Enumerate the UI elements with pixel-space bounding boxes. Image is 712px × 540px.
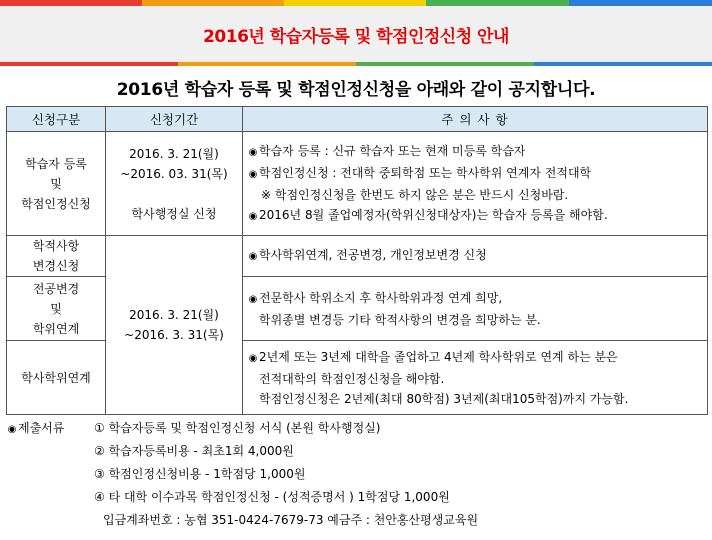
category-cell	[7, 277, 106, 341]
period-line: 2016. 3. 21(월)	[129, 146, 219, 161]
submission-documents	[6, 417, 707, 532]
note-line: 전적대학의 학점인정신청을 해야함.	[259, 371, 445, 386]
note-text: 학습자 등록 : 신규 학습자 또는 현재 미등록 학습자	[259, 143, 526, 158]
page-title: 2016년 학습자등록 및 학점인정신청 안내	[203, 26, 509, 47]
shared-period-cell	[106, 236, 243, 415]
category-line: 학위연계	[32, 321, 80, 336]
category-cell	[7, 236, 106, 277]
bullet-icon: ◉	[248, 352, 258, 364]
bank-account-info: 입금계좌번호 : 농협 351-0424-7679-73 예금주 : 천안홍산평생교육원	[103, 513, 479, 527]
note-line: ※ 학점인정신청을 한번도 하지 않은 분은 반드시 신청바람.	[261, 187, 569, 202]
category-line: 변경신청	[32, 259, 80, 273]
note-line	[247, 347, 707, 369]
bottom-bar-blue	[534, 62, 712, 66]
note-text: 학사학위연계, 전공변경, 개인정보변경 신청	[259, 248, 487, 262]
footer-label-text: 제출서류	[18, 421, 65, 435]
bottom-bar-red	[0, 62, 178, 66]
note-line	[247, 163, 707, 185]
category-line: 및	[50, 301, 62, 316]
note-line	[247, 245, 707, 267]
note-line: 학점인정신청은 2년제(최대 80학점) 3년제(최대105학점)까지 가능함.	[259, 391, 629, 406]
document-item: ④ 타 대학 이수과목 학점인정신청 - (성적증명서 ) 1학점당 1,000원	[94, 490, 450, 504]
period-line: 학사행정실 신청	[131, 206, 217, 221]
period-line: ~2016. 03. 31(목)	[120, 166, 228, 181]
period-line: ~2016. 3. 31(목)	[124, 328, 224, 342]
note-text: 2016년 8월 졸업예정자(학위신청대상자)는 학습자 등록을 해야함.	[259, 207, 608, 222]
header-notes: 주 의 사 항	[243, 107, 708, 132]
table-header-row	[7, 107, 708, 132]
headline: 2016년 학습자 등록 및 학점인정신청을 아래와 같이 공지합니다.	[116, 79, 596, 100]
category-line: 및	[50, 176, 62, 191]
category-line: 학점인정신청	[21, 196, 91, 211]
category-cell	[7, 341, 106, 415]
category-cell	[7, 132, 106, 236]
table-row	[7, 132, 708, 236]
period-cell	[106, 132, 243, 236]
category-line: 학사학위연계	[21, 370, 91, 385]
note-text: 2년제 또는 3년제 대학을 졸업하고 4년제 학사학위로 연계 하는 분은	[259, 349, 618, 364]
bullet-icon: ◉	[248, 210, 258, 222]
footer-row	[6, 417, 707, 440]
note-line	[247, 288, 707, 310]
category-line: 전공변경	[32, 281, 80, 296]
notes-cell	[243, 341, 708, 415]
document-item: ③ 학점인정신청비용 - 1학점당 1,000원	[94, 467, 306, 481]
notice-table	[6, 106, 708, 415]
notes-cell	[243, 132, 708, 236]
notes-cell	[243, 236, 708, 277]
table-row	[7, 236, 708, 277]
header-period: 신청기간	[106, 107, 243, 132]
bullet-icon: ◉	[248, 146, 258, 158]
bottom-color-bar	[0, 62, 712, 66]
document-item: ① 학습자등록 및 학점인정신청 서식 (본원 학사행정실)	[94, 421, 381, 435]
category-line: 학적사항	[32, 239, 80, 253]
note-line: 학위종별 변경등 기타 학적사항의 변경을 희망하는 분.	[259, 312, 541, 327]
footer-label	[6, 417, 94, 441]
bottom-bar-orange	[178, 62, 356, 66]
title-band	[0, 6, 712, 62]
bullet-icon: ◉	[7, 424, 17, 435]
bullet-icon: ◉	[248, 168, 258, 180]
bottom-bar-green	[356, 62, 534, 66]
bullet-icon: ◉	[248, 251, 258, 262]
note-line	[247, 205, 707, 227]
document-item: ② 학습자등록비용 - 최초1회 4,000원	[94, 444, 294, 458]
notes-cell	[243, 277, 708, 341]
header-category: 신청구분	[7, 107, 106, 132]
note-line	[247, 141, 707, 163]
note-text: 전문학사 학위소지 후 학사학위과정 연계 희망,	[259, 290, 503, 305]
period-spacer	[106, 184, 242, 204]
note-text: 학점인정신청 : 전대학 중퇴학점 또는 학사학위 연계자 전적대학	[259, 165, 592, 180]
category-line: 학습자 등록	[25, 156, 87, 171]
period-line: 2016. 3. 21(월)	[129, 308, 219, 322]
bullet-icon: ◉	[248, 293, 258, 305]
